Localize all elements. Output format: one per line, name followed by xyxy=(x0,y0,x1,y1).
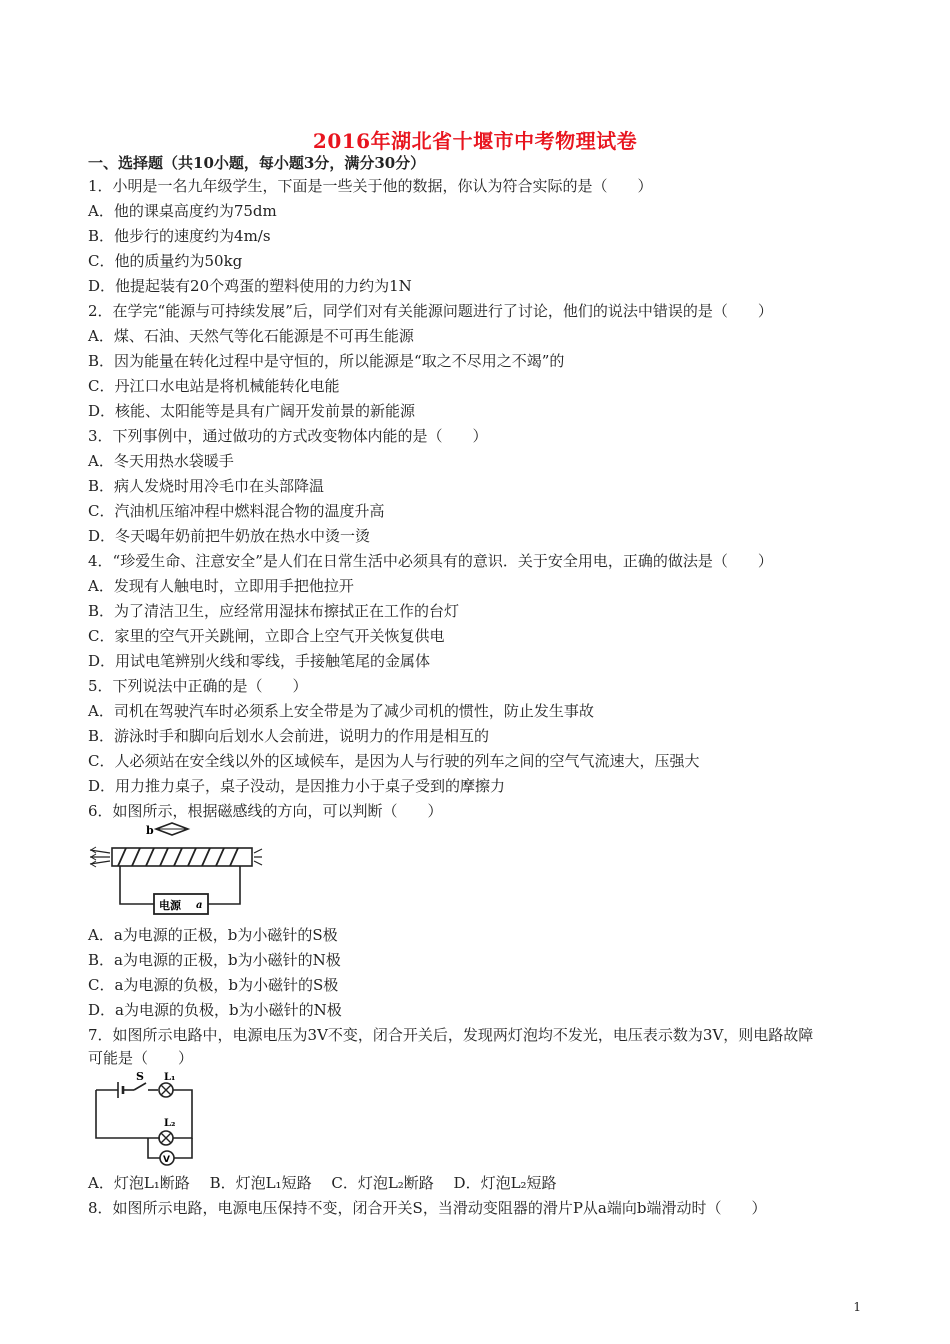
option: B．他步行的速度约为4m/s xyxy=(88,227,271,245)
option: B．因为能量在转化过程中是守恒的，所以能源是“取之不尽用之不竭”的 xyxy=(88,352,565,370)
option: D．他提起装有20个鸡蛋的塑料使用的力约为1N xyxy=(88,277,412,295)
question-8: 8．如图所示电路，电源电压保持不变，闭合开关S，当滑动变阻器的滑片P从a端向b端滑动时（ ） xyxy=(88,1199,767,1217)
option: A．冬天用热水袋暖手 xyxy=(88,452,234,470)
option: A．他的课桌高度约为75dm xyxy=(88,202,277,220)
option: C．丹江口水电站是将机械能转化电能 xyxy=(88,377,340,395)
section-heading: 一、选择题（共10小题，每小题3分，满分30分） xyxy=(88,154,426,172)
option: D．核能、太阳能等是具有广阔开发前景的新能源 xyxy=(88,402,416,420)
option: C．家里的空气开关跳闸，立即合上空气开关恢复供电 xyxy=(88,627,445,645)
option: C．他的质量约为50kg xyxy=(88,252,243,270)
option: D．a为电源的负极，b为小磁针的N极 xyxy=(88,1001,342,1019)
question-3: 3．下列事例中，通过做功的方式改变物体内能的是（ ） xyxy=(88,427,488,445)
needle-label-b: b xyxy=(146,824,154,837)
option: C．汽油机压缩冲程中燃料混合物的温度升高 xyxy=(88,502,385,520)
bulb-l1-label: L₁ xyxy=(164,1072,176,1083)
option: D．用力推力桌子，桌子没动，是因推力小于桌子受到的摩擦力 xyxy=(88,777,506,795)
option: A．煤、石油、天然气等化石能源是不可再生能源 xyxy=(88,327,414,345)
bulb-l2-label: L₂ xyxy=(164,1118,176,1129)
question-6: 6．如图所示，根据磁感线的方向，可以判断（ ） xyxy=(88,802,443,820)
option: C．a为电源的负极，b为小磁针的S极 xyxy=(88,976,339,994)
question-4: 4．“珍爱生命、注意安全”是人们在日常生活中必须具有的意识．关于安全用电，正确的做法是（ ） xyxy=(88,552,773,570)
question-1: 1．小明是一名九年级学生，下面是一些关于他的数据，你认为符合实际的是（ ） xyxy=(88,177,653,195)
power-source-label: 电源 xyxy=(159,899,181,912)
switch-label: S xyxy=(136,1070,144,1083)
option: B．为了清洁卫生，应经常用湿抹布擦拭正在工作的台灯 xyxy=(88,602,460,620)
option: B．病人发烧时用冷毛巾在头部降温 xyxy=(88,477,325,495)
question-2: 2．在学完“能源与可持续发展”后，同学们对有关能源问题进行了讨论，他们的说法中错误的是（ ） xyxy=(88,302,773,320)
option: B．a为电源的正极，b为小磁针的N极 xyxy=(88,951,341,969)
switch-icon xyxy=(134,1083,146,1090)
circuit-figure xyxy=(88,1070,198,1170)
option: D．用试电笔辨别火线和零线，手接触笔尾的金属体 xyxy=(88,652,431,670)
question-7: 7．如图所示电路中，电源电压为3V不变，闭合开关后，发现两灯泡均不发光，电压表示数为3V，则电路故障 xyxy=(88,1026,814,1044)
option: A．发现有人触电时，立即用手把他拉开 xyxy=(88,577,354,595)
wire-left xyxy=(96,1090,160,1138)
question-7-cont: 可能是（ ） xyxy=(88,1049,194,1067)
question-5: 5．下列说法中正确的是（ ） xyxy=(88,677,308,695)
option: D．冬天喝年奶前把牛奶放在热水中烫一烫 xyxy=(88,527,371,545)
page-number: 1 xyxy=(853,1300,861,1314)
page-title: 2016年湖北省十堰市中考物理试卷 xyxy=(312,129,638,153)
voltmeter-wire xyxy=(148,1138,192,1158)
wire-right xyxy=(173,1090,192,1138)
option: C．人必须站在安全线以外的区域候车，是因为人与行驶的列车之间的空气气流速大，压强大 xyxy=(88,752,700,770)
option: A．a为电源的正极，b为小磁针的S极 xyxy=(88,926,338,944)
option: B．游泳时手和脚向后划水人会前进，说明力的作用是相互的 xyxy=(88,727,490,745)
solenoid-figure xyxy=(88,820,263,920)
coil-windings xyxy=(118,848,238,866)
options-inline: A．灯泡L₁断路 B．灯泡L₁短路 C．灯泡L₂断路 D．灯泡L₂短路 xyxy=(88,1174,557,1192)
terminal-label-a: a xyxy=(196,900,203,911)
option: A．司机在驾驶汽车时必须系上安全带是为了减少司机的惯性，防止发生事故 xyxy=(88,702,594,720)
voltmeter-label: V xyxy=(163,1155,170,1165)
